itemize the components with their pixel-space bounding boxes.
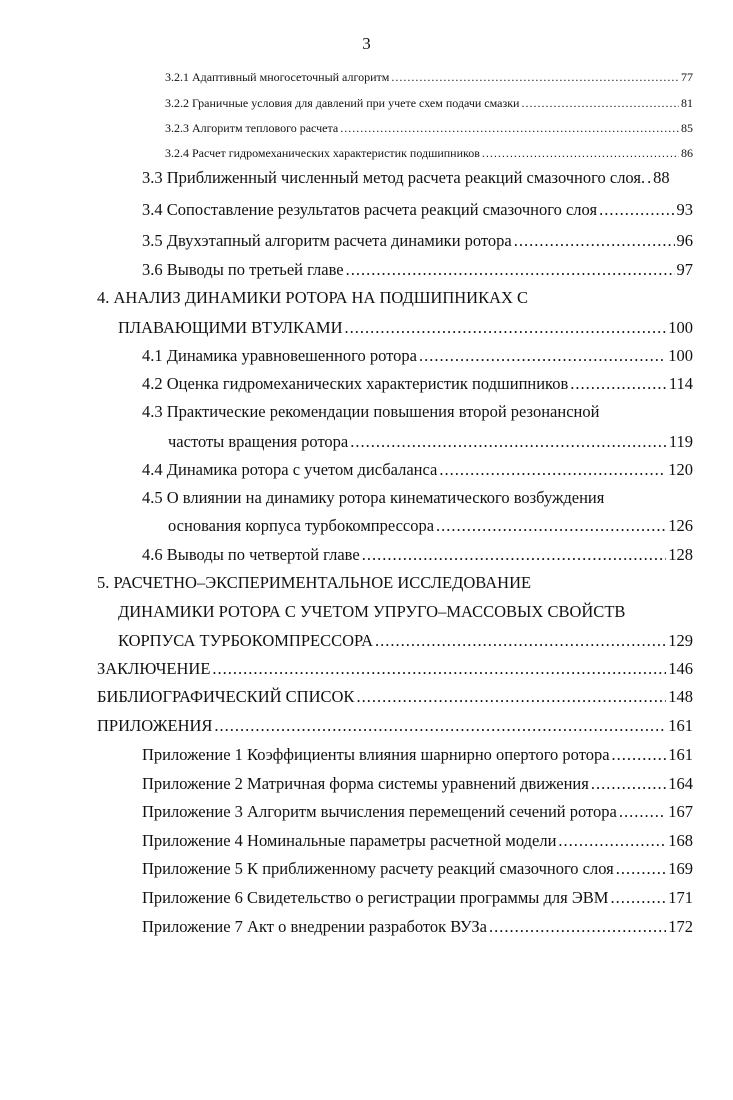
toc-leader [340,121,679,136]
toc-entry-title: БИБЛИОГРАФИЧЕСКИЙ СПИСОК [97,687,355,706]
toc-entry [118,318,693,338]
toc-entry [142,917,693,937]
toc-entry-title: 4.6 Выводы по четвертой главе [142,545,360,564]
toc-leader [558,831,666,851]
toc-entry [142,745,693,765]
chapter-heading [118,602,625,622]
toc-entry-title: 3.5 Двухэтапный алгоритм расчета динамики ротора [142,231,512,250]
toc-entry-page: 100 [668,346,693,365]
toc-leader [346,260,675,280]
toc-entry-title: 4.1 Динамика уравновешенного ротора [142,346,417,365]
toc-entry [142,200,693,220]
toc-entry-page: 119 [668,432,693,451]
toc-leader [599,200,674,220]
toc-entry [168,516,693,536]
toc-entry-page: 128 [668,545,693,564]
toc-entry-page: 129 [668,631,693,650]
page-number: 3 [362,34,371,53]
toc-entry [97,687,693,707]
toc-entry-title: 4.2 Оценка гидромеханических характеристик подшипников [142,374,569,393]
toc-leader [591,774,666,794]
toc-leader [362,545,667,565]
toc-entry-page: 169 [668,859,693,878]
toc-leader [356,687,666,707]
toc-entry-title: 3.2.2 Граничные условия для давлений при учете схем подачи смазки [165,96,520,110]
toc-leader [514,231,675,251]
toc-entry-page: 171 [668,888,693,907]
toc-entry-page: 126 [668,516,693,535]
toc-leader [482,146,679,161]
toc-entry-title: Приложение 3 Алгоритм вычисления перемещений сечений ротора [142,802,617,821]
toc-entry-title: Приложение 4 Номинальные параметры расчетной модели [142,831,557,850]
toc-entry-page: 146 [668,659,693,678]
toc-entry-title: Приложение 1 Коэффициенты влияния шарнирно опертого ротора [142,745,610,764]
toc-leader [212,659,666,679]
toc-leader [375,631,666,651]
toc-entry-title: 4.4 Динамика ротора с учетом дисбаланса [142,460,438,479]
toc-entry-page: 85 [681,121,693,135]
toc-entry-title: 4.3 Практические рекомендации повышения второй резонансной [142,402,600,421]
toc-entry [142,859,693,879]
toc-leader [521,96,679,111]
toc-entry-page: 77 [681,70,693,84]
toc-entry-title: 4.5 О влиянии на динамику ротора кинематического возбуждения [142,488,605,507]
toc-entry [142,346,693,366]
chapter-heading [97,288,528,308]
toc-entry-title: Приложение 5 К приближенному расчету реакций смазочного слоя [142,859,614,878]
toc-entry [168,432,693,452]
toc-leader [391,70,679,85]
toc-entry-title: основания корпуса турбокомпрессора [168,516,435,535]
toc-entry [142,888,693,908]
toc-entry-page: 148 [668,687,693,706]
toc-entry-title: Приложение 6 Свидетельство о регистрации программы для ЭВМ [142,888,609,907]
toc-entry [97,659,693,679]
toc-leader [439,460,666,480]
toc-entry-title: 3.2.1 Адаптивный многосеточный алгоритм [165,70,390,84]
toc-entry-page: 167 [668,802,693,821]
toc-leader [350,432,667,452]
toc-entry-title: 3.6 Выводы по третьей главе [142,260,344,279]
toc-entry-title: 3.2.4 Расчет гидромеханических характеристик подшипников [165,146,480,160]
toc-entry-title: Приложение 7 Акт о внедрении разработок ВУЗа [142,917,487,936]
toc-entry-page: 172 [668,917,693,936]
toc-leader [489,917,666,937]
toc-entry [97,716,693,736]
toc-leader [419,346,666,366]
toc-leader [619,802,666,822]
toc-entry-page: 120 [668,460,693,479]
toc-entry [142,460,693,480]
toc-leader [345,318,667,338]
toc-entry-page: 161 [668,716,693,735]
toc-entry [118,631,693,651]
toc-entry [142,831,693,851]
toc-entry [142,374,693,394]
toc-entry [165,70,693,85]
toc-entry-title: ПЛАВАЮЩИМИ ВТУЛКАМИ [118,318,343,337]
toc-entry [142,231,693,251]
toc-entry-title: ЗАКЛЮЧЕНИЕ [97,659,211,678]
toc-entry-title: 3.3 Приближенный численный метод расчета реакций смазочного слоя. [142,168,646,187]
toc-entry [142,260,693,280]
toc-entry-page: 168 [668,831,693,850]
toc-entry [142,488,604,508]
toc-entry-title: ПРИЛОЖЕНИЯ [97,716,213,735]
toc-entry-title: КОРПУСА ТУРБОКОМПРЕССОРА [118,631,373,650]
chapter-heading [97,573,531,593]
toc-entry-page: 100 [668,318,693,337]
toc-entry-title: Приложение 2 Матричная форма системы уравнений движения [142,774,589,793]
toc-entry-page: 93 [676,200,693,219]
toc-entry-title: ДИНАМИКИ РОТОРА С УЧЕТОМ УПРУГО–МАССОВЫХ СВОЙСТВ [118,602,626,621]
toc-entry-page: 114 [668,374,693,393]
toc-entry [165,96,693,111]
toc-entry [142,168,693,188]
toc-entry-title: 5. РАСЧЕТНО–ЭКСПЕРИМЕНТАЛЬНОЕ ИССЛЕДОВАНИЕ [97,573,532,592]
toc-entry-page: 88 [653,168,670,187]
toc-leader [616,859,666,879]
toc-entry-page: 81 [681,96,693,110]
toc-entry [142,545,693,565]
toc-entry-title: 3.2.3 Алгоритм теплового расчета [165,121,339,135]
toc-entry-page: 164 [668,774,693,793]
toc-leader [436,516,666,536]
toc-entry-page: 86 [681,146,693,160]
toc-entry [165,146,693,161]
toc-entry-title: частоты вращения ротора [168,432,349,451]
toc-entry-page: 97 [676,260,693,279]
toc-leader [612,745,667,765]
toc-entry [142,802,693,822]
toc-entry-title: 4. АНАЛИЗ ДИНАМИКИ РОТОРА НА ПОДШИПНИКАХ С [97,288,529,307]
toc-entry [165,121,693,136]
toc-leader [610,888,666,908]
toc-entry-page: 96 [676,231,693,250]
toc-entry-page: 161 [668,745,693,764]
toc-leader [214,716,666,736]
toc-entry [142,774,693,794]
toc-entry-title: 3.4 Сопоставление результатов расчета реакций смазочного слоя [142,200,598,219]
toc-leader [570,374,667,394]
toc-entry [142,402,599,422]
